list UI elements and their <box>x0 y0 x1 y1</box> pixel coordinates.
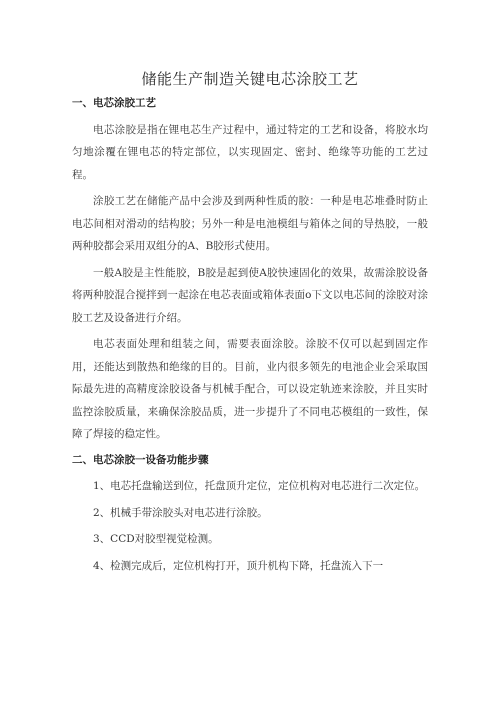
section-heading-coating-process: 一、电芯涂胶工艺 <box>72 97 156 109</box>
paragraph: 涂胶工艺在储能产品中会涉及到两种性质的胶：一种是电芯堆叠时防止电芯间相对滑动的结构胶；另外一种是电池模组与箱体之间的导热胶，一般两种胶都会采用双组分的A、B胶形式使用。 <box>72 195 428 252</box>
step-item: 1、电芯托盘输送到位，托盘顶升定位，定位机构对电芯进行二次定位。 <box>93 480 426 492</box>
document-title: 储能生产制造关键电芯涂胶工艺 <box>141 70 359 88</box>
paragraph: 电芯涂胶是指在锂电芯生产过程中，通过特定的工艺和设备，将胶水均匀地涂覆在锂电芯的特定部位，以实现固定、密封、绝缘等功能的工艺过程。 <box>72 123 428 181</box>
step-item: 3、CCD对胶型视觉检测。 <box>93 533 219 545</box>
step-item: 4、检测完成后，定位机构打开，顶升机构下降，托盘流入下一 <box>93 559 384 572</box>
paragraph: 一般A胶是主性能胶，B胶是起到使A胶快速固化的效果，故需涂胶设备将两种胶混合搅拌到一起涂在电芯表面或箱体表面o下文以电芯间的涂胶对涂胶工艺及设备进行介绍。 <box>72 266 428 324</box>
step-item: 2、机械手带涂胶头对电芯进行涂胶。 <box>93 506 268 519</box>
section-heading-equipment-steps: 二、电芯涂胶一设备功能步骤 <box>72 453 209 466</box>
paragraph: 电芯表面处理和组装之间，需要表面涂胶。涂胶不仅可以起到固定作用，还能达到散热和绝缘的目的。目前，业内很多领先的电池企业会采取国际最先进的高精度涂胶设备与机械手配合，可以设定轨迹来涂胶，并且实时监控涂胶质量，来确保涂胶品质，进一步提升了不同电芯模组的一致性，保障了焊接的稳定性。 <box>72 338 428 440</box>
document-body <box>72 92 428 580</box>
